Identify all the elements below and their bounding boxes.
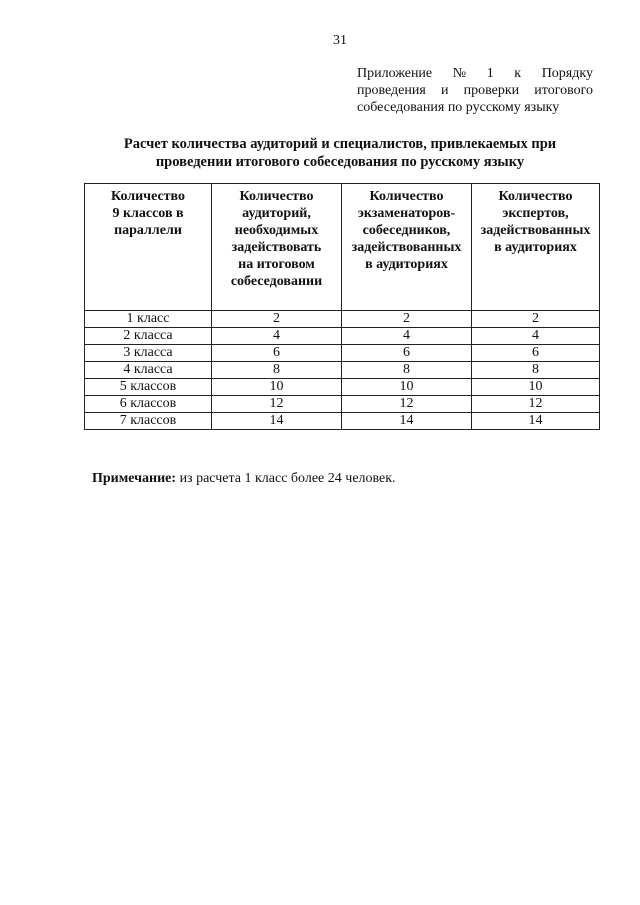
header-line: экспертов,: [502, 206, 569, 221]
cell-experts: 2: [472, 311, 600, 328]
cell-experts: 6: [472, 345, 600, 362]
header-line: собеседовании: [230, 274, 323, 289]
appendix-word: к: [514, 66, 522, 81]
appendix-line-2: [357, 82, 593, 99]
document-title: [60, 135, 620, 171]
header-line: необходимых: [234, 223, 319, 238]
note: [92, 471, 396, 487]
table-header-row: [85, 184, 600, 311]
cell-experts: 14: [472, 413, 600, 430]
header-line: Количество: [498, 189, 573, 204]
header-line: в аудиториях: [365, 257, 448, 272]
cell-experts: 4: [472, 328, 600, 345]
header-examiners-count: [342, 184, 472, 311]
header-line: Количество: [110, 189, 186, 204]
appendix-word: Приложение: [357, 66, 433, 81]
header-rooms-count: [212, 184, 342, 311]
cell-classes: 2 класса: [85, 328, 212, 345]
header-line: в аудиториях: [494, 240, 577, 255]
cell-classes: 3 класса: [85, 345, 212, 362]
cell-examiners: 8: [342, 362, 472, 379]
cell-examiners: 10: [342, 379, 472, 396]
header-line: собеседников,: [362, 223, 451, 238]
title-line: Расчет количества аудиторий и специалистов, привлекаемых при: [123, 136, 557, 152]
header-line: на итоговом: [238, 257, 315, 272]
appendix-word: Порядку: [541, 66, 593, 81]
cell-examiners: 6: [342, 345, 472, 362]
cell-rooms: 14: [212, 413, 342, 430]
table-row: [85, 345, 600, 362]
header-line: задействовать: [231, 240, 322, 255]
appendix-word: итогового: [534, 83, 593, 98]
cell-rooms: 4: [212, 328, 342, 345]
header-line: задействованных: [351, 240, 462, 255]
appendix-line-3: собеседования по русскому языку: [357, 100, 560, 115]
cell-rooms: 2: [212, 311, 342, 328]
appendix-word: проверки: [463, 83, 520, 98]
header-line: задействованных: [480, 223, 591, 238]
header-experts-count: [472, 184, 600, 311]
cell-classes: 4 класса: [85, 362, 212, 379]
header-line: 9 классов в: [112, 206, 184, 221]
table-row: [85, 362, 600, 379]
cell-experts: 8: [472, 362, 600, 379]
note-label: Примечание:: [92, 471, 177, 486]
header-line: параллели: [114, 223, 182, 238]
header-line: экзаменаторов-: [357, 206, 456, 221]
cell-experts: 12: [472, 396, 600, 413]
table-row: [85, 379, 600, 396]
table-row: [85, 396, 600, 413]
title-line: проведении итогового собеседования по русскому языку: [155, 154, 525, 170]
cell-experts: 10: [472, 379, 600, 396]
header-line: аудиторий,: [242, 206, 311, 221]
cell-examiners: 12: [342, 396, 472, 413]
header-classes-count: [85, 184, 212, 311]
page-number: 31: [333, 33, 347, 48]
table-row: [85, 413, 600, 430]
note-text: из расчета 1 класс более 24 человек.: [176, 471, 396, 486]
cell-rooms: 8: [212, 362, 342, 379]
cell-rooms: 6: [212, 345, 342, 362]
cell-classes: 5 классов: [85, 379, 212, 396]
appendix-word: №: [452, 66, 467, 81]
cell-examiners: 2: [342, 311, 472, 328]
cell-rooms: 12: [212, 396, 342, 413]
table-row: [85, 328, 600, 345]
cell-examiners: 4: [342, 328, 472, 345]
appendix-word: проведения: [357, 83, 426, 98]
cell-classes: 1 класс: [85, 311, 212, 328]
table-row: [85, 311, 600, 328]
appendix-line-1: [357, 65, 593, 82]
appendix-word: 1: [486, 66, 494, 81]
header-line: Количество: [239, 189, 314, 204]
cell-classes: 6 классов: [85, 396, 212, 413]
cell-examiners: 14: [342, 413, 472, 430]
appendix-word: и: [440, 83, 449, 98]
appendix-reference: [357, 65, 593, 116]
cell-classes: 7 классов: [85, 413, 212, 430]
cell-rooms: 10: [212, 379, 342, 396]
allocation-table: [84, 183, 600, 430]
header-line: Количество: [369, 189, 444, 204]
